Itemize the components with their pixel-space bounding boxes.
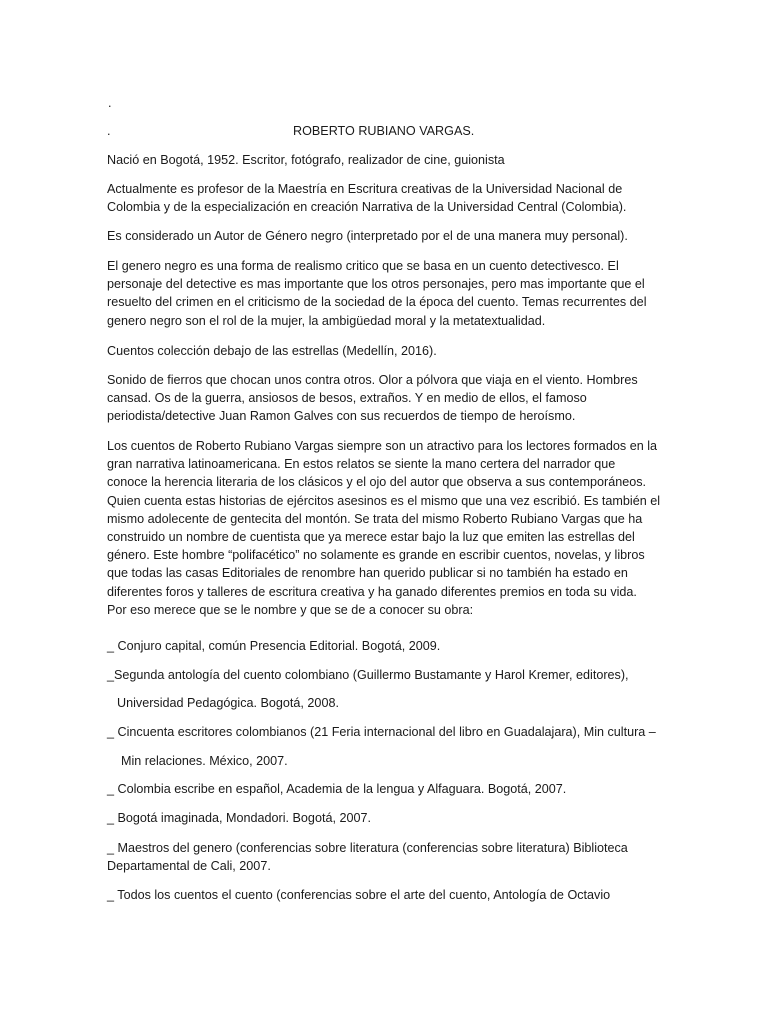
text-line: cansad. Os de la guerra, ansiosos de besos, extraños. Y en medio de ellos, el famoso <box>107 391 587 406</box>
text-line: conoce la herencia literaria de los clásicos y el ojo del autor que observa a sus contemporáneos. <box>107 475 647 490</box>
work-item-continuation: Departamental de Cali, 2007. <box>107 859 271 873</box>
text-line: construido un nombre de cuentista que ya merece estar bajo la luz que emiten las estrellas del <box>107 530 635 545</box>
work-item: _Segunda antología del cuento colombiano (Guillermo Bustamante y Harol Kremer, editores), <box>107 668 629 682</box>
text-line: Actualmente es profesor de la Maestría en Escritura creativas de la Universidad Nacional de <box>107 182 623 196</box>
text-line: gran narrativa latinoamericana. En estos relatos se siente la mano certera del narrador que <box>107 457 616 472</box>
bio-line: Nació en Bogotá, 1952. Escritor, fotógrafo, realizador de cine, guionista <box>107 153 505 167</box>
dot-marker-title: . <box>107 124 111 138</box>
work-item: _ Conjuro capital, común Presencia Editorial. Bogotá, 2009. <box>107 639 441 653</box>
text-line: Por eso merece que se le nombre y que se de a conocer su obra: <box>107 602 474 617</box>
paragraph-actualmente <box>107 180 667 216</box>
work-item: _ Todos los cuentos el cuento (conferencias sobre el arte del cuento, Antología de Octavio <box>107 888 611 902</box>
text-line: Quien cuenta estas historias de ejércitos asesinos es el mismo que una vez escribió. Es también el <box>107 493 661 508</box>
paragraph-los-cuentos <box>107 437 667 619</box>
paragraph-cuentos-coleccion: Cuentos colección debajo de las estrellas (Medellín, 2016). <box>107 344 437 358</box>
paragraph-considerado: Es considerado un Autor de Género negro (interpretado por el de una manera muy personal). <box>107 229 628 243</box>
work-item: _ Bogotá imaginada, Mondadori. Bogotá, 2007. <box>107 811 371 825</box>
text-line: genero negro son el rol de la mujer, la ambigüedad moral y la metatextualidad. <box>107 313 546 328</box>
text-line: Sonido de fierros que chocan unos contra otros. Olor a pólvora que viaja en el viento. Hombres <box>107 373 638 387</box>
work-item: _ Maestros del genero (conferencias sobre literatura (conferencias sobre literatura) Biblioteca <box>107 841 628 855</box>
work-item-continuation: Min relaciones. México, 2007. <box>121 754 288 768</box>
text-line: El genero negro es una forma de realismo critico que se basa en un cuento detectivesco. El <box>107 259 619 273</box>
work-item: _ Colombia escribe en español, Academia de la lengua y Alfaguara. Bogotá, 2007. <box>107 782 567 796</box>
page-title: ROBERTO RUBIANO VARGAS. <box>293 124 475 138</box>
dot-marker-top: . <box>108 96 112 110</box>
text-line: diferentes foros y talleres de escritura creativa y ha ganado diferentes premios en toda su vida. <box>107 584 637 599</box>
text-line: género. Este hombre “polifacético” no solamente es grande en escribir cuentos, novelas, y libros <box>107 548 645 563</box>
paragraph-sonido <box>107 371 667 426</box>
text-line: personaje del detective es mas importante que los otros personajes, pero mas importante que el <box>107 277 645 292</box>
text-line: que todas las casas Editoriales de renombre han querido publicar si no también ha estado en <box>107 566 628 581</box>
text-line: resuelto del crimen en el criticismo de la sociedad de la época del cuento. Temas recurrentes del <box>107 295 647 310</box>
work-item-continuation: Universidad Pedagógica. Bogotá, 2008. <box>117 696 339 710</box>
text-line: periodista/detective Juan Ramon Galves con sus recuerdos de tiempo de heroísmo. <box>107 409 576 424</box>
text-line: mismo adolecente de gentecita del montón. Se trata del mismo Roberto Rubiano Vargas que ha <box>107 511 643 526</box>
paragraph-genero-negro <box>107 257 667 330</box>
text-line: Los cuentos de Roberto Rubiano Vargas siempre son un atractivo para los lectores formados en la <box>107 439 657 453</box>
work-item: _ Cincuenta escritores colombianos (21 Feria internacional del libro en Guadalajara), Min cultura – <box>107 725 656 739</box>
text-line: Colombia y de la especialización en creación Narrativa de la Universidad Central (Colombia). <box>107 200 627 215</box>
